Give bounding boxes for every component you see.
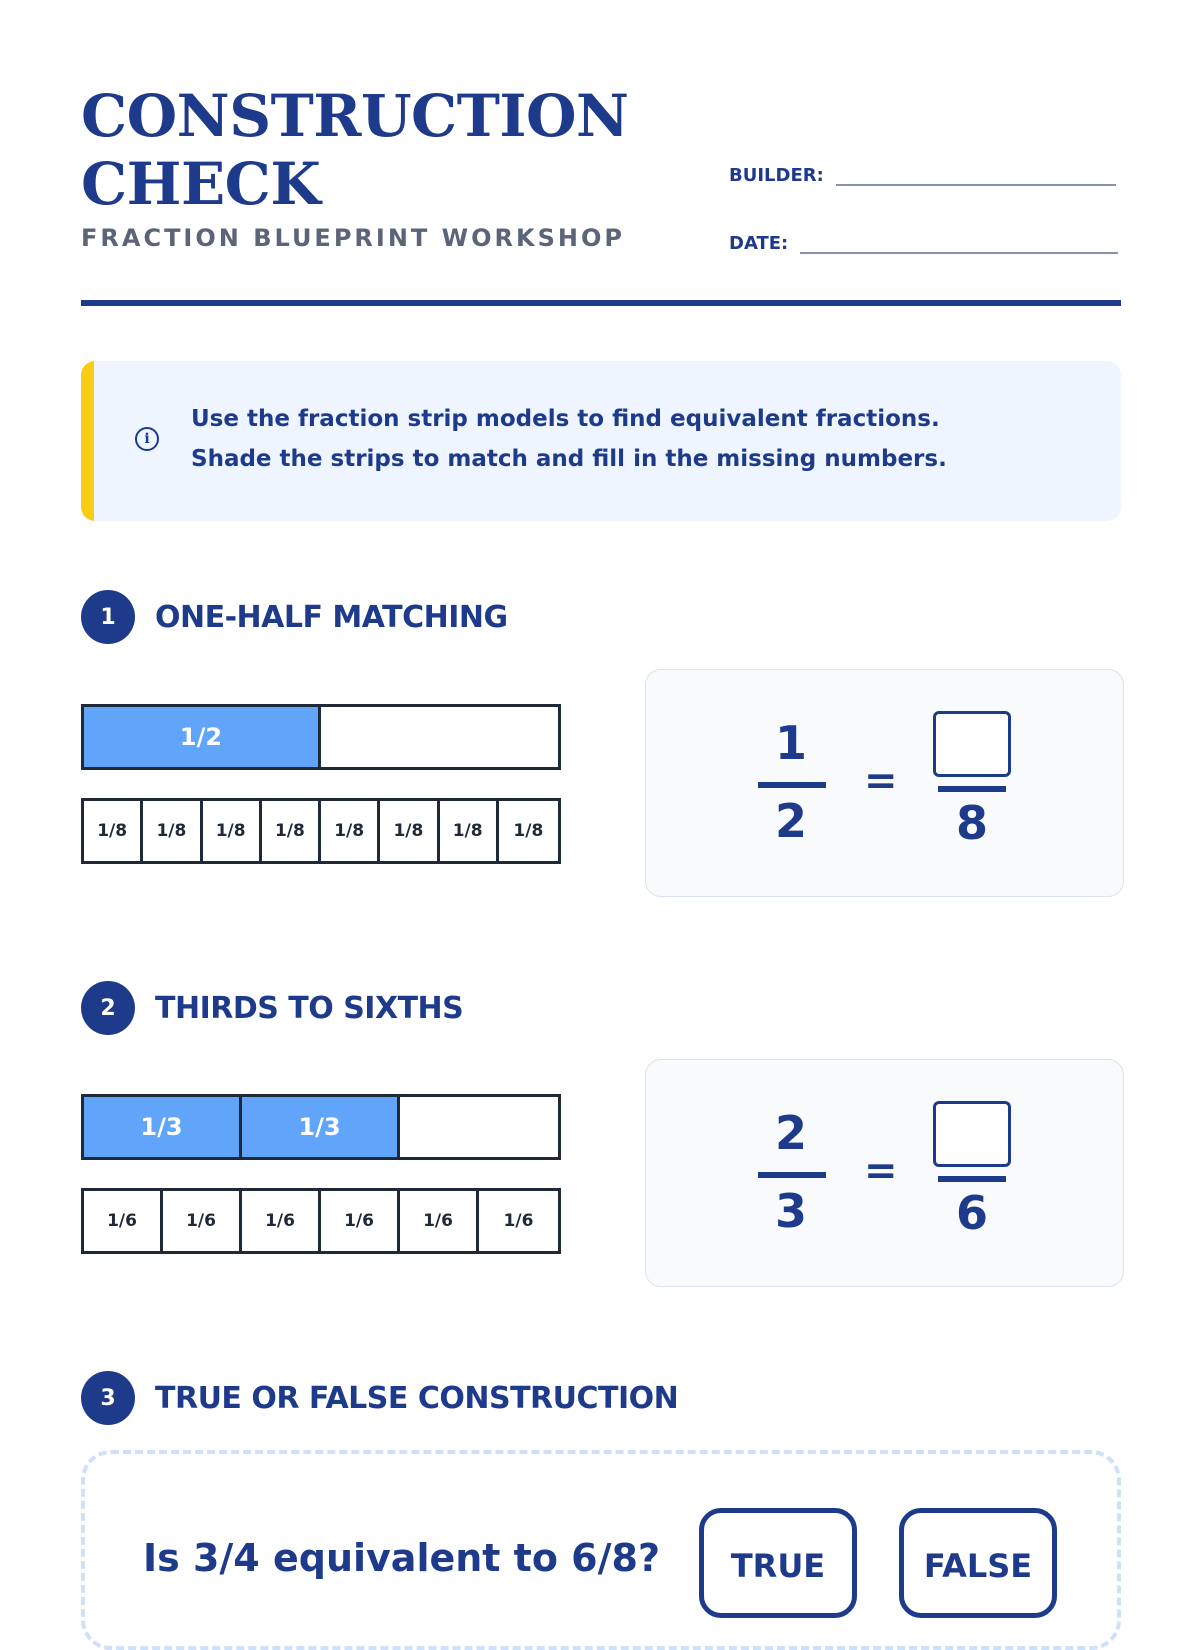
right-fraction-bar <box>938 1176 1006 1182</box>
section-2-title: THIRDS TO SIXTHS <box>155 990 464 1026</box>
right-denominator: 8 <box>955 796 988 850</box>
third-cell-empty[interactable] <box>400 1097 558 1157</box>
half-strip-empty-cell[interactable] <box>321 707 558 767</box>
sixth-cell[interactable]: 1/6 <box>84 1191 163 1251</box>
section-2-header <box>81 981 463 1035</box>
section-3-header <box>81 1371 678 1425</box>
page-title <box>81 82 641 218</box>
sixth-cell[interactable]: 1/6 <box>400 1191 479 1251</box>
false-button[interactable]: FALSE <box>899 1508 1057 1618</box>
builder-label: BUILDER: <box>729 165 824 186</box>
title-line-2: CHECK <box>81 150 321 218</box>
half-strip-filled-cell[interactable]: 1/2 <box>84 707 321 767</box>
left-fraction-bar <box>758 1172 826 1178</box>
eighth-cell[interactable]: 1/8 <box>143 801 202 861</box>
true-false-question: Is 3/4 equivalent to 6/8? <box>143 1536 660 1580</box>
section-1-number-badge: 1 <box>81 590 135 644</box>
thirds-strip <box>81 1094 561 1160</box>
builder-input-line[interactable] <box>836 160 1116 186</box>
builder-field <box>729 160 1116 186</box>
worksheet-page <box>81 0 1121 1600</box>
eighth-cell[interactable]: 1/8 <box>262 801 321 861</box>
header-divider <box>81 300 1121 306</box>
instructions-panel <box>81 361 1121 521</box>
section-1-header <box>81 590 508 644</box>
sixths-strip <box>81 1188 561 1254</box>
instructions-text <box>191 399 1091 479</box>
numerator-answer-box[interactable] <box>933 1101 1011 1167</box>
right-denominator: 6 <box>955 1186 988 1240</box>
date-field <box>729 228 1118 254</box>
section-3-title: TRUE OR FALSE CONSTRUCTION <box>155 1380 679 1416</box>
numerator-answer-box[interactable] <box>933 711 1011 777</box>
right-fraction-bar <box>938 786 1006 792</box>
left-fraction-bar <box>758 782 826 788</box>
page-subtitle: FRACTION BLUEPRINT WORKSHOP <box>81 224 625 252</box>
date-input-line[interactable] <box>800 228 1118 254</box>
third-cell-filled[interactable]: 1/3 <box>242 1097 400 1157</box>
equals-sign: = <box>864 758 898 804</box>
eighths-strip <box>81 798 561 864</box>
equation-card-1 <box>645 669 1124 897</box>
eighth-cell[interactable]: 1/8 <box>84 801 143 861</box>
eighth-cell[interactable]: 1/8 <box>380 801 439 861</box>
eighth-cell[interactable]: 1/8 <box>321 801 380 861</box>
sixth-cell[interactable]: 1/6 <box>321 1191 400 1251</box>
instructions-line-1: Use the fraction strip models to find equivalent fractions. <box>191 406 940 432</box>
title-line-1: CONSTRUCTION <box>81 82 629 150</box>
equation-card-2 <box>645 1059 1124 1287</box>
section-1-title: ONE-HALF MATCHING <box>155 599 508 635</box>
half-strip <box>81 704 561 770</box>
eighth-cell[interactable]: 1/8 <box>513 821 544 841</box>
info-icon: i <box>135 427 159 451</box>
instructions-accent-bar <box>81 361 94 521</box>
sixth-cell[interactable]: 1/6 <box>163 1191 242 1251</box>
left-denominator: 3 <box>774 1184 807 1238</box>
eighth-cell[interactable]: 1/8 <box>440 801 499 861</box>
date-label: DATE: <box>729 233 789 254</box>
eighth-cell[interactable]: 1/8 <box>203 801 262 861</box>
true-button[interactable]: TRUE <box>699 1508 857 1618</box>
left-numerator: 1 <box>774 716 807 770</box>
sixth-cell[interactable]: 1/6 <box>242 1191 321 1251</box>
left-denominator: 2 <box>774 794 807 848</box>
equals-sign: = <box>864 1148 898 1194</box>
section-3-number-badge: 3 <box>81 1371 135 1425</box>
sixth-cell[interactable]: 1/6 <box>503 1211 534 1231</box>
section-2-number-badge: 2 <box>81 981 135 1035</box>
third-cell-filled[interactable]: 1/3 <box>84 1097 242 1157</box>
left-numerator: 2 <box>774 1106 807 1160</box>
instructions-line-2: Shade the strips to match and fill in the missing numbers. <box>191 446 947 472</box>
